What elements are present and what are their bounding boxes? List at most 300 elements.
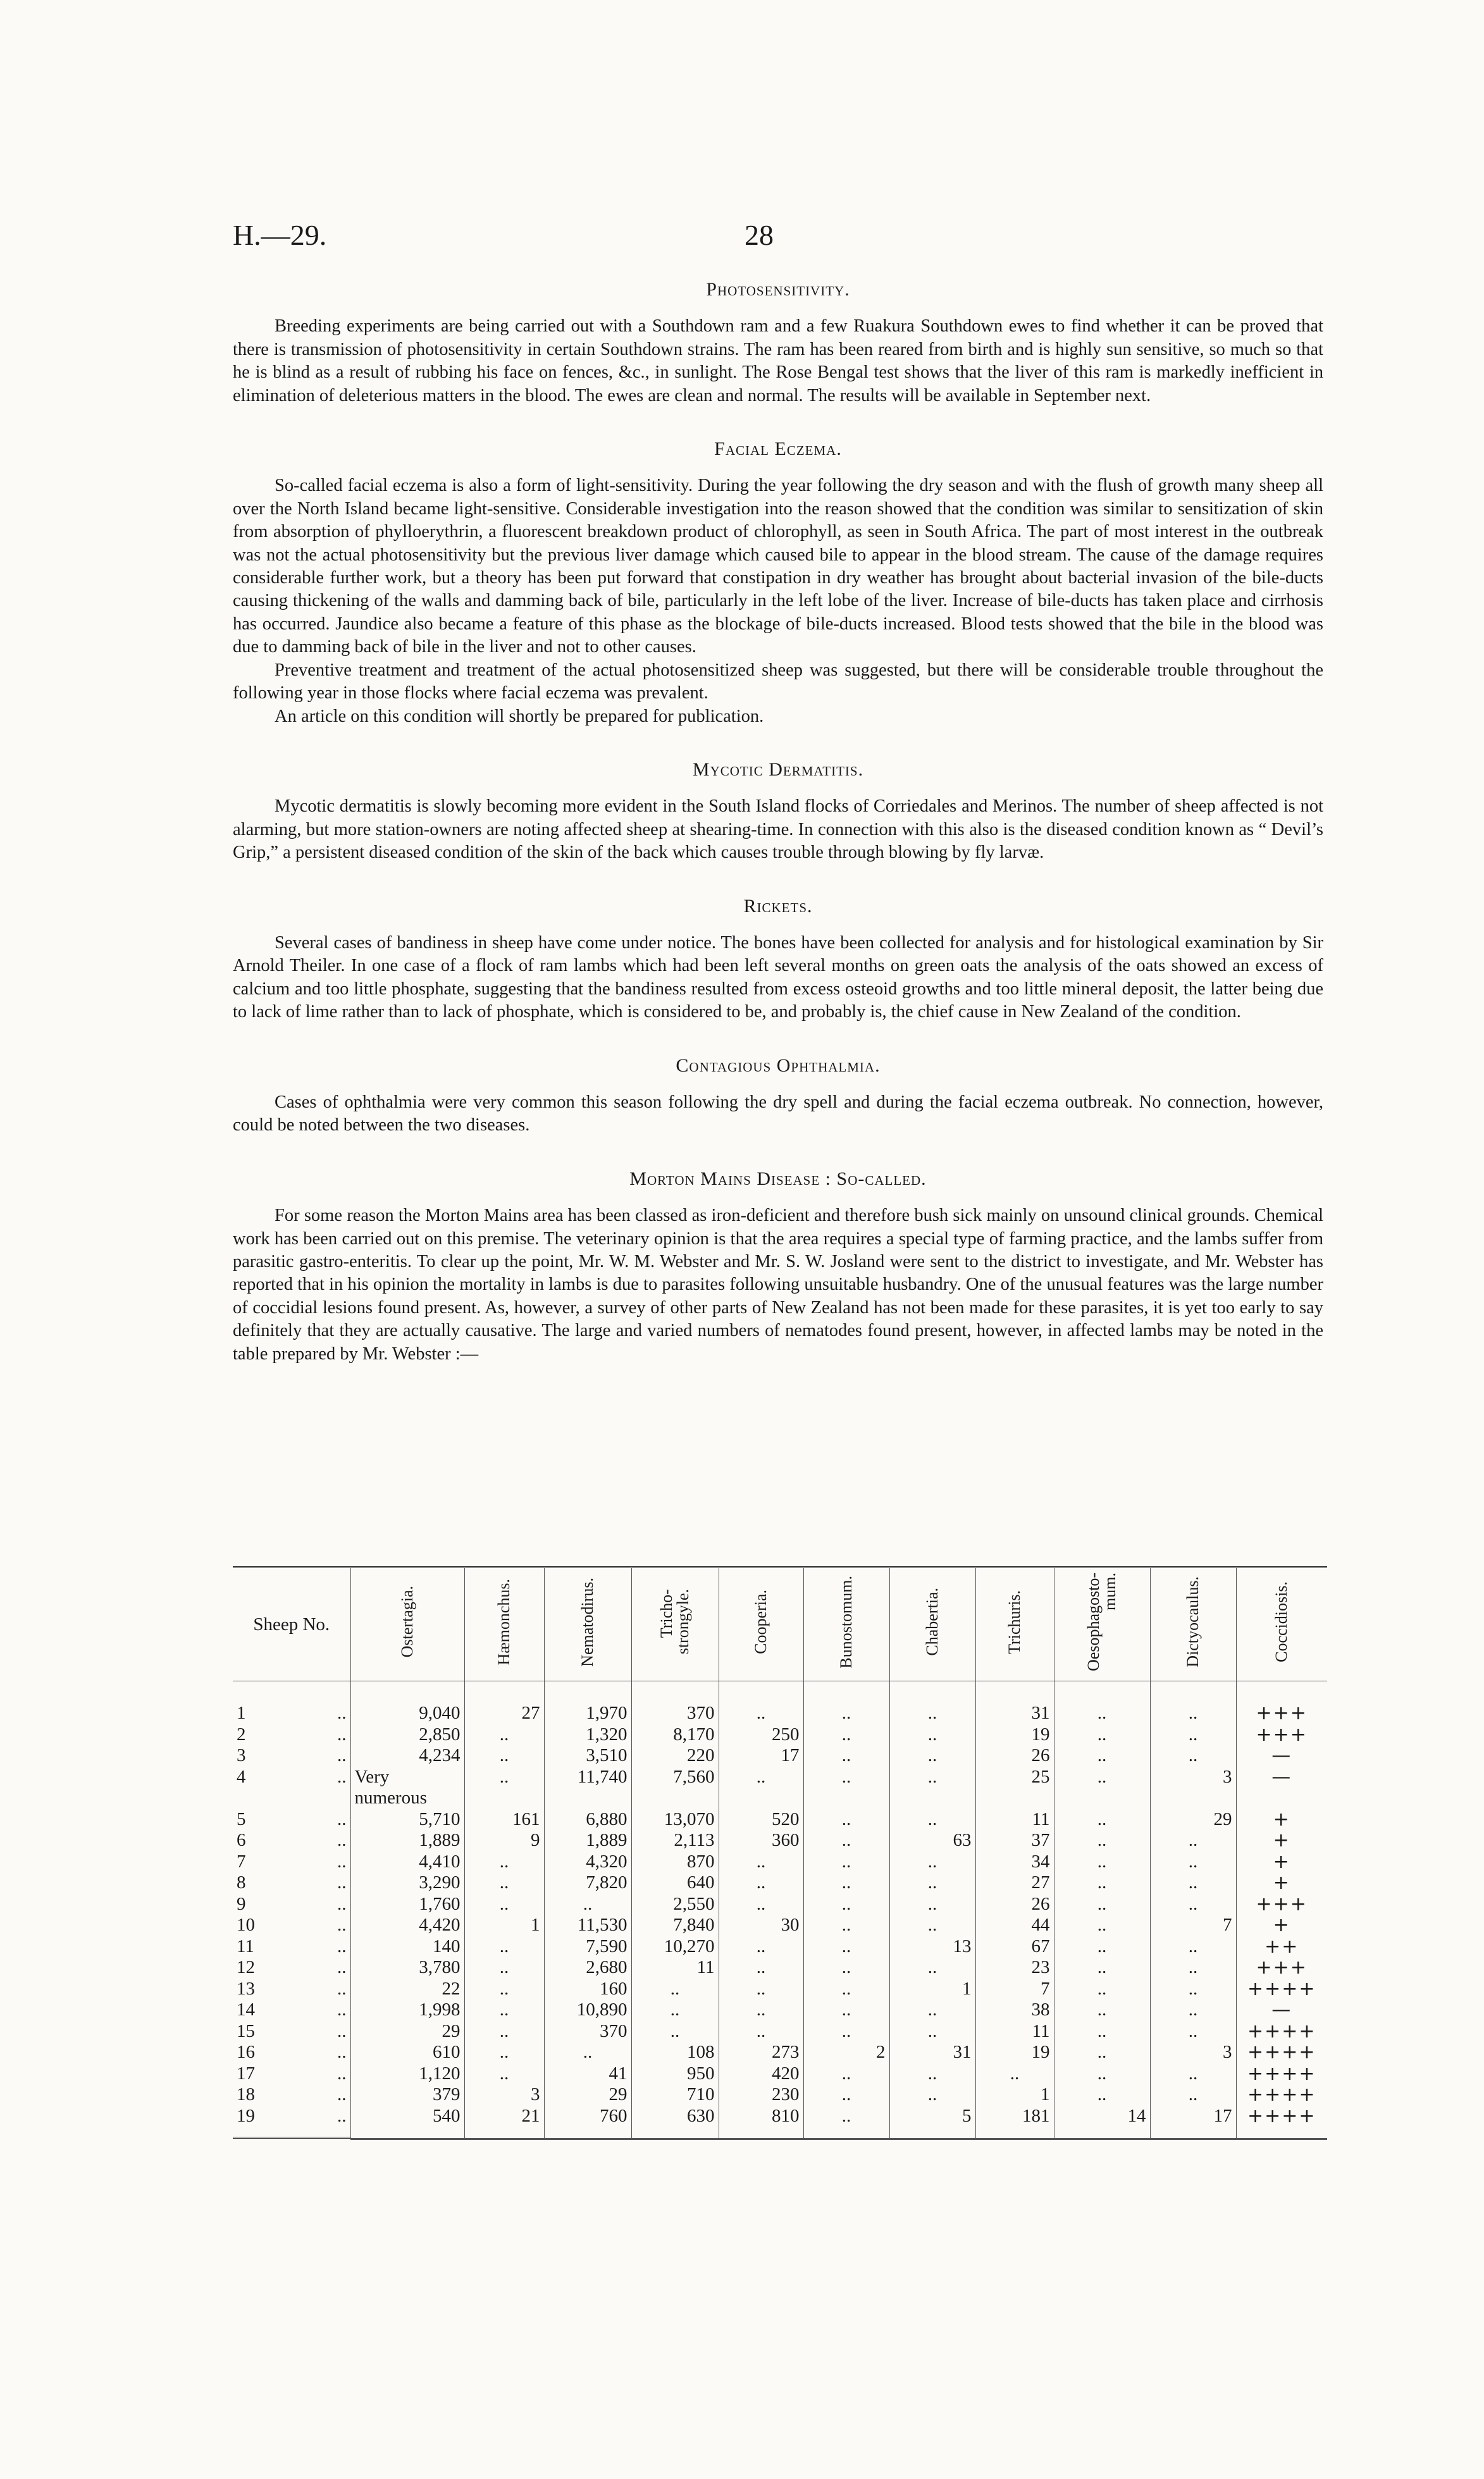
table-cell: .. [631,2000,719,2021]
table-cell: .. [803,1681,889,1724]
table-cell: 520 [719,1809,803,1831]
sheep-number: 4 [237,1766,246,1787]
table-cell [233,1936,350,1958]
table-cell: .. [464,2042,544,2063]
page-reference: H.—29. [233,219,327,251]
table-cell: 13 [889,1936,975,1958]
table-cell: ++++ [1236,2021,1327,2043]
table-cell: .. [889,1809,975,1831]
table-cell: 5,710 [350,1809,464,1831]
table-cell: 38 [975,2000,1054,2021]
table-cell: Very numerous [350,1767,464,1809]
table-cell: 1,889 [544,1830,631,1852]
leader-dots: .. [337,1830,347,1850]
table-cell: 870 [631,1852,719,1873]
table-cell: 11 [631,1957,719,1979]
table-cell: + [1236,1915,1327,1936]
table-cell: 2,850 [350,1724,464,1746]
table-cell: 7 [975,1979,1054,2000]
table-cell: .. [464,1852,544,1873]
sheep-number: 2 [237,1724,246,1745]
table-cell: .. [1054,1894,1150,1915]
table-cell: .. [1054,2084,1150,2106]
leader-dots: .. [337,2063,347,2084]
table-cell: 21 [464,2106,544,2139]
table-cell [233,2021,350,2043]
sheep-number: 1 [237,1703,246,1723]
table-row [233,1915,1327,1936]
table-cell [233,2000,350,2021]
table-row [233,1809,1327,1831]
table-cell: 7 [1150,1915,1236,1936]
table-cell: 7,560 [631,1767,719,1809]
table-cell [233,2063,350,2085]
table-cell: ++++ [1236,2063,1327,2085]
table-cell [233,1830,350,1852]
table-cell: ++++ [1236,2106,1327,2139]
table-cell: 379 [350,2084,464,2106]
paragraph: Cases of ophthalmia were very common this season following the dry spell and during the facial eczema outbreak. No connection, however, could be noted between the two diseases. [233,1092,1323,1135]
table-cell: 610 [350,2042,464,2063]
paragraph: So-called facial eczema is also a form of light-sensitivity. During the year following the dry season and with the flush of growth many sheep all over the North Island became light-sensitive. Considerable investigation into the reason showed that the condition was similar to sensitization of skin from absorption of phylloerythrin, a fluorescent breakdown product of chlorophyll, as seen in South Africa. The part of most interest in the outbreak was not the actual photosensitivity but the previous liver damage which caused bile to appear in the blood stream. The cause of the damage requires considerable further work, but a theory has been put forward that constipation in dry weather has brought about bacterial invasion of the bile-ducts causing thickening of the walls and damming back of bile, particularly in the left lobe of the liver. Increase of bile-ducts has taken place and cirrhosis has occurred. Jaundice also became a feature of this phase as the blockage of bile-ducts increased. Blood tests showed that the bile in the blood was due to damming back of bile in the liver and not to other causes. [233,476,1323,657]
table-cell [233,1894,350,1915]
table-cell: .. [719,2000,803,2021]
table-cell: .. [889,1681,975,1724]
leader-dots: .. [337,2084,347,2105]
table-cell: 1,970 [544,1681,631,1724]
table-cell: ++ [1236,1936,1327,1958]
section-heading-facial-eczema: Facial Eczema. [714,438,842,460]
table-cell: 1 [464,1915,544,1936]
table-cell: .. [1150,2000,1236,2021]
table-cell: 1 [975,2084,1054,2106]
table-cell: .. [803,2021,889,2043]
table-cell: .. [1054,1809,1150,1831]
table-cell: 3 [464,2084,544,2106]
column-header: Nematodirus. [544,1567,631,1681]
table-cell: .. [544,1894,631,1915]
table-cell: 4,410 [350,1852,464,1873]
table-cell: 950 [631,2063,719,2085]
table-cell: 10,890 [544,2000,631,2021]
table-cell: .. [803,2106,889,2139]
table-cell: .. [719,1936,803,1958]
table-cell: 29 [544,2084,631,2106]
table-cell: .. [803,1894,889,1915]
table-cell: 17 [1150,2106,1236,2139]
section-heading-mycotic-dermatitis: Mycotic Dermatitis. [692,758,864,780]
table-cell: 7,840 [631,1915,719,1936]
table-cell: 3 [1150,2042,1236,2063]
sheep-number: 12 [237,1957,255,1977]
table-cell [233,2042,350,2063]
table-cell: — [1236,2000,1327,2021]
table-cell: 370 [544,2021,631,2043]
column-header: Ostertagia. [350,1567,464,1681]
table-cell [233,1957,350,1979]
table-cell: .. [889,2084,975,2106]
table-cell: 2,113 [631,1830,719,1852]
table-cell: 25 [975,1767,1054,1809]
sheep-number: 11 [237,1936,254,1957]
table-row [233,2106,1327,2139]
column-header: Trichuris. [975,1567,1054,1681]
table-cell: .. [889,1745,975,1767]
sheep-number: 9 [237,1893,246,1914]
table-cell: .. [889,1894,975,1915]
table-cell: 360 [719,1830,803,1852]
table-cell: ++++ [1236,2084,1327,2106]
nematode-table [233,1566,1327,2140]
table-cell: .. [803,2063,889,2085]
leader-dots: .. [337,2000,347,2020]
table-cell: 22 [350,1979,464,2000]
table-cell: .. [1054,2063,1150,2085]
table-cell: 540 [350,2106,464,2139]
column-header: Chabertia. [889,1567,975,1681]
table-cell: .. [889,2000,975,2021]
table-cell: + [1236,1872,1327,1894]
table-row [233,2084,1327,2106]
sheep-number: 19 [237,2105,255,2126]
table-cell: .. [803,1979,889,2000]
table-cell: 37 [975,1830,1054,1852]
table-cell: 160 [544,1979,631,2000]
column-header: Dictyocaulus. [1150,1567,1236,1681]
table-cell: .. [1054,1745,1150,1767]
sheep-number: 7 [237,1851,246,1872]
table-cell: .. [719,1979,803,2000]
table-cell: .. [1150,2021,1236,2043]
table-cell: .. [889,2021,975,2043]
table-cell: 1,320 [544,1724,631,1746]
table-cell: .. [1150,1979,1236,2000]
table-cell: + [1236,1852,1327,1873]
table-cell: 1,998 [350,2000,464,2021]
paragraph: Several cases of bandiness in sheep have come under notice. The bones have been collected for analysis and for histological examination by Sir Arnold Theiler. In one case of a flock of ram lambs which had been left several months on green oats the analysis of the oats showed an excess of calcium and too little phosphate, suggesting that the bandiness resulted from excess osteoid growths and too little mineral deposit, the latter being due to lack of lime rather than to lack of phosphate, which is considered to be, and probably is, the chief cause in New Zealand of the condition. [233,932,1323,1022]
leader-dots: .. [337,1872,347,1893]
table-cell: .. [889,1957,975,1979]
leader-dots: .. [337,2042,347,2062]
table-cell: .. [1150,1957,1236,1979]
table-cell: 6,880 [544,1809,631,1831]
table-cell: .. [719,1852,803,1873]
table-cell: .. [1150,2084,1236,2106]
table-cell: .. [464,1979,544,2000]
table-cell: .. [1054,2021,1150,2043]
table-cell: .. [975,2063,1054,2085]
table-cell: + [1236,1809,1327,1831]
table-cell: 19 [975,1724,1054,1746]
table-cell: .. [1150,1936,1236,1958]
table-cell: ++++ [1236,2042,1327,2063]
table-cell: 220 [631,1745,719,1767]
sheep-number: 3 [237,1745,246,1765]
table-cell: 3,290 [350,1872,464,1894]
table-row [233,1979,1327,2000]
table-cell: .. [631,2021,719,2043]
table-cell: 1,120 [350,2063,464,2085]
sheep-number: 17 [237,2063,255,2084]
table-cell: 31 [889,2042,975,2063]
table-cell [233,1809,350,1831]
table-cell: 420 [719,2063,803,2085]
table-cell: .. [1150,1681,1236,1724]
column-header: Sheep No. [233,1567,350,1681]
table-row [233,1830,1327,1852]
table-cell: .. [803,1915,889,1936]
table-cell: .. [1150,1872,1236,1894]
table-cell: 7,820 [544,1872,631,1894]
table-cell: .. [1150,1894,1236,1915]
table-cell: .. [1054,2042,1150,2063]
table-cell: 29 [350,2021,464,2043]
section-heading-rickets: Rickets. [743,895,813,917]
table-cell: .. [889,1852,975,1873]
table-cell: 9 [464,1830,544,1852]
table-body [233,1681,1327,2139]
sheep-number: 6 [237,1830,246,1850]
table-cell: .. [464,1724,544,1746]
table-row [233,2042,1327,2063]
table-cell: .. [803,1852,889,1873]
table-cell: .. [464,2063,544,2085]
table-row [233,1957,1327,1979]
section-heading-contagious-ophthalmia: Contagious Ophthalmia. [676,1054,881,1076]
sheep-number: 16 [237,2042,255,2062]
table-cell: 108 [631,2042,719,2063]
table-cell: 11 [975,2021,1054,2043]
table-cell: 710 [631,2084,719,2106]
table-cell: — [1236,1767,1327,1809]
column-header: Tricho- strongyle. [631,1567,719,1681]
column-header: Bunostomum. [803,1567,889,1681]
table-cell: .. [1054,1681,1150,1724]
table-cell: .. [719,1957,803,1979]
table-cell: 14 [1054,2106,1150,2139]
table-cell: 29 [1150,1809,1236,1831]
table-cell: .. [1150,2063,1236,2085]
table-cell: .. [1054,1936,1150,1958]
paragraph: Mycotic dermatitis is slowly becoming more evident in the South Island flocks of Corriedales and Merinos. The number of sheep affected is not alarming, but more station-owners are noting affected sheep at shearing-time. In connection with this also is the diseased condition known as “ Devil’s Grip,” a persistent diseased condition of the skin of the back which causes trouble through blowing by fly larvæ. [233,796,1323,863]
table-cell: 41 [544,2063,631,2085]
table-cell: 161 [464,1809,544,1831]
table-row [233,1894,1327,1915]
table-cell [233,1872,350,1894]
table-cell: .. [889,1872,975,1894]
table-row [233,1872,1327,1894]
leader-dots: .. [337,1957,347,1977]
table-cell: 10,270 [631,1936,719,1958]
table-cell: .. [464,2000,544,2021]
table-cell: .. [1054,2000,1150,2021]
table-cell: .. [889,2063,975,2085]
table-cell: 63 [889,1830,975,1852]
table-cell: .. [803,1724,889,1746]
table-cell [233,1979,350,2000]
sheep-number: 14 [237,2000,255,2020]
table-cell: .. [464,2021,544,2043]
section-heading-photosensitivity: Photosensitivity. [706,279,850,300]
table-cell: 3 [1150,1767,1236,1809]
sheep-number: 15 [237,2020,255,2041]
page-number: 28 [745,219,774,251]
table-cell: .. [719,1894,803,1915]
table-cell: .. [1150,1745,1236,1767]
table-row [233,2000,1327,2021]
paragraph: Breeding experiments are being carried out with a Southdown ram and a few Ruakura Southdown ewes to find whether it can be proved that there is transmission of photosensitivity in certain Southdown strains. The ram has been reared from birth and is highly sun sensitive, so much so that he is blind as a result of rubbing his face on fences, &c., in sunlight. The Rose Bengal test shows that the liver of this ram is markedly inefficient in elimination of deleterious matters in the blood. The ewes are clean and normal. The results will be available in September next. [233,316,1323,405]
table-cell [233,1767,350,1788]
table-cell: 27 [464,1681,544,1724]
table-cell: .. [464,1767,544,1809]
table-cell: .. [1150,1852,1236,1873]
table-cell: .. [803,2000,889,2021]
article-body [233,278,1323,1366]
leader-dots: .. [337,2105,347,2126]
table-cell: +++ [1236,1724,1327,1746]
sheep-number: 10 [237,1915,255,1935]
table-cell: 31 [975,1681,1054,1724]
table-cell: 44 [975,1915,1054,1936]
paragraph: For some reason the Morton Mains area has been classed as iron-deficient and therefore bush sick mainly on unsound clinical grounds. Chemical work has been carried out on this premise. The veterinary opinion is that the area requires a special type of farming practice, and the lambs suffer from parasitic gastro-enteritis. To clear up the point, Mr. W. M. Webster and Mr. S. W. Josland were sent to the district to investigate, and Mr. Webster has reported that in his opinion the mortality in lambs is due to parasites following unsuitable husbandry. One of the unusual features was the large number of coccidial lesions found present. As, however, a survey of other parts of New Zealand has not been made for these parasites, it is yet too early to say definitely that they are actually causative. The large and varied numbers of nematodes found present, however, in affected lambs may be noted in the table prepared by Mr. Webster :— [233,1206,1323,1364]
table-cell [233,1915,350,1936]
leader-dots: .. [337,1745,347,1765]
table-row [233,1724,1327,1746]
table-cell: + [1236,1830,1327,1852]
table-cell: 3,780 [350,1957,464,1979]
table-cell: 5 [889,2106,975,2139]
table-cell: .. [1054,1724,1150,1746]
table-row [233,2063,1327,2085]
table-cell: 2,680 [544,1957,631,1979]
sheep-number: 13 [237,1978,255,1999]
table-cell: 23 [975,1957,1054,1979]
paragraph: An article on this condition will shortly be prepared for publication. [275,706,764,726]
leader-dots: .. [337,1978,347,1999]
table-cell: .. [464,1872,544,1894]
leader-dots: .. [337,1915,347,1935]
table-cell: 630 [631,2106,719,2139]
table-cell: 760 [544,2106,631,2139]
table-cell: 19 [975,2042,1054,2063]
table-cell: .. [464,1957,544,1979]
leader-dots: .. [337,1808,347,1829]
table-cell: 4,234 [350,1745,464,1767]
table-cell: .. [1054,1915,1150,1936]
table-cell: 273 [719,2042,803,2063]
table-cell: .. [803,1767,889,1809]
table-cell: 8,170 [631,1724,719,1746]
table-cell: 1,889 [350,1830,464,1852]
table-cell: 1,760 [350,1894,464,1915]
table-cell: 26 [975,1894,1054,1915]
leader-dots: .. [337,1724,347,1745]
section-heading-morton-mains: Morton Mains Disease : So-called. [629,1168,927,1189]
column-header: Oesophagosto- mum. [1054,1567,1150,1681]
table-cell: ++++ [1236,1979,1327,2000]
table-cell [233,1852,350,1873]
table-header-row [233,1567,1327,1681]
table-cell: 1 [889,1979,975,2000]
table-cell: .. [719,1767,803,1809]
table-cell: .. [803,1830,889,1852]
table-cell: .. [803,1936,889,1958]
table-cell: 181 [975,2106,1054,2139]
table-cell: 26 [975,1745,1054,1767]
leader-dots: .. [337,1703,347,1723]
table-cell: 2 [803,2042,889,2063]
table-cell: +++ [1236,1681,1327,1724]
table-cell: .. [803,1957,889,1979]
column-header: Cooperia. [719,1567,803,1681]
table-cell: .. [1054,1957,1150,1979]
table-cell: 4,320 [544,1852,631,1873]
table-cell: .. [1054,1852,1150,1873]
table-cell: 3,510 [544,1745,631,1767]
table-cell: 30 [719,1915,803,1936]
table-cell: 250 [719,1724,803,1746]
table-row [233,2021,1327,2043]
table-cell: .. [803,1745,889,1767]
table-cell: .. [1150,1830,1236,1852]
table-cell: 34 [975,1852,1054,1873]
table-cell: .. [1054,1830,1150,1852]
table-cell: .. [803,1809,889,1831]
table-cell: .. [464,1894,544,1915]
table-cell: 140 [350,1936,464,1958]
table-cell [233,1681,350,1724]
table-cell: 17 [719,1745,803,1767]
table-cell: .. [719,1681,803,1724]
table-cell: .. [889,1767,975,1809]
table-cell: 230 [719,2084,803,2106]
table-cell: 640 [631,1872,719,1894]
table-cell: 2,550 [631,1894,719,1915]
table-cell: .. [464,1936,544,1958]
table-cell [233,1745,350,1767]
table-cell [233,2106,350,2139]
table-cell: 7,590 [544,1936,631,1958]
table-cell: 27 [975,1872,1054,1894]
table-cell: .. [889,1915,975,1936]
table-cell: 11 [975,1809,1054,1831]
column-header: Hæmonchus. [464,1567,544,1681]
table-cell: — [1236,1745,1327,1767]
leader-dots: .. [337,1766,347,1787]
table-cell: 4,420 [350,1915,464,1936]
table-cell: 13,070 [631,1809,719,1831]
leader-dots: .. [337,2020,347,2041]
table-cell: 67 [975,1936,1054,1958]
table-row [233,1936,1327,1958]
table-cell: .. [889,1724,975,1746]
table-cell: .. [1054,1872,1150,1894]
table-cell: .. [719,2021,803,2043]
table-cell: .. [544,2042,631,2063]
table-cell: 11,740 [544,1767,631,1809]
table-cell: +++ [1236,1894,1327,1915]
table-cell: .. [719,1872,803,1894]
table-cell: .. [631,1979,719,2000]
leader-dots: .. [337,1936,347,1957]
table-cell: +++ [1236,1957,1327,1979]
sheep-number: 5 [237,1808,246,1829]
table-cell: .. [803,2084,889,2106]
table-cell [233,1724,350,1746]
table-cell [233,2084,350,2106]
leader-dots: .. [337,1851,347,1872]
table-cell: .. [1054,1767,1150,1809]
